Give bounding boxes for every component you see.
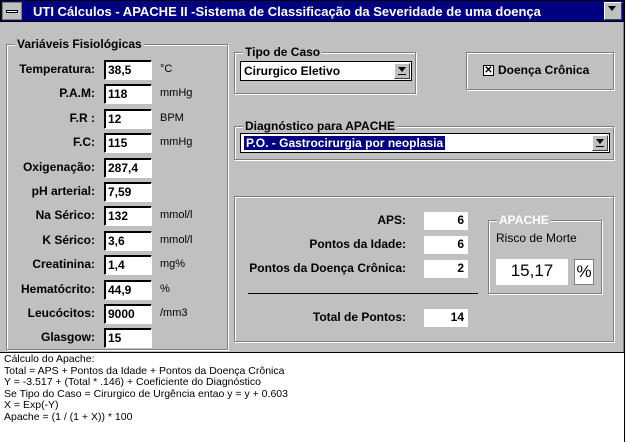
window-title: UTI Cálculos - APACHE II -Sistema de Classificação da Severidade de uma doença xyxy=(33,4,541,19)
vital-label: F.C: xyxy=(73,135,95,149)
system-menu-icon xyxy=(6,10,18,13)
diagnosis-dropdown-button[interactable] xyxy=(592,135,608,151)
chronic-points-value: 2 xyxy=(424,260,468,278)
vital-unit: % xyxy=(160,283,170,295)
total-points-label: Total de Pontos: xyxy=(312,310,406,324)
chevron-down-icon xyxy=(596,139,604,144)
vital-unit: /mm3 xyxy=(160,307,188,319)
vital-unit: mg% xyxy=(160,258,186,270)
vital-input[interactable]: 132 xyxy=(104,206,152,226)
vital-unit: BPM xyxy=(160,112,184,124)
formula-line: X = Exp(-Y) xyxy=(4,399,59,411)
diagnosis-group-label: Diagnóstico para APACHE xyxy=(245,119,396,133)
formula-line: Apache = (1 / (1 + X)) * 100 xyxy=(4,410,133,423)
vital-label: Hematócrito: xyxy=(20,282,95,296)
formula-line: Se Tipo do Caso = Cirurgico de Urgência entao y = y + 0.603 xyxy=(4,387,288,400)
formula-textarea[interactable] xyxy=(0,352,624,442)
risk-value: 15,17 xyxy=(496,259,568,285)
vital-input[interactable]: 15 xyxy=(104,328,152,348)
vital-label: Glasgow: xyxy=(40,330,95,344)
vital-unit: mmHg xyxy=(160,87,193,99)
formula-line: Y = -3.517 + (Total * .146) + Coeficiente do Diagnóstico xyxy=(4,376,261,388)
vital-label: Oxigenação: xyxy=(22,160,95,174)
formula-line: Total = APS + Pontos da Idade + Pontos da Doença Crônica xyxy=(4,364,285,377)
vital-label: F.R : xyxy=(69,111,95,125)
vital-input[interactable]: 3,6 xyxy=(104,231,152,251)
chronic-checkbox[interactable]: ✕ xyxy=(484,65,493,76)
vital-label: pH arterial: xyxy=(31,184,95,198)
aps-value: 6 xyxy=(424,212,468,230)
vital-unit: °C xyxy=(160,63,173,75)
chronic-label[interactable]: Doença Crônica xyxy=(498,63,590,77)
age-points-label: Pontos da Idade: xyxy=(309,237,406,251)
right-edge-strip xyxy=(624,0,640,442)
window-dropdown-button[interactable] xyxy=(604,2,622,20)
formula-line: Cálculo do Apache: xyxy=(4,353,95,365)
vital-label: P.A.M: xyxy=(59,86,95,100)
diagnosis-value: P.O. - Gastrocirurgia por neoplasia xyxy=(246,136,444,150)
vital-label: Creatinina: xyxy=(32,257,95,271)
vital-input[interactable]: 7,59 xyxy=(104,182,152,202)
vitals-group-label: Variáveis Fisiológicas xyxy=(17,37,142,51)
aps-label: APS: xyxy=(377,213,406,227)
vital-input[interactable]: 287,4 xyxy=(104,158,152,178)
vital-label: Na Sérico: xyxy=(35,208,95,222)
scores-divider xyxy=(248,293,478,294)
diagnosis-select[interactable] xyxy=(240,133,610,153)
case-type-dropdown-button[interactable] xyxy=(394,63,410,79)
title-bar xyxy=(0,0,624,22)
case-type-value: Cirurgico Eletivo xyxy=(244,64,341,78)
chevron-down-icon xyxy=(608,6,616,11)
vital-label: Temperatura: xyxy=(19,62,95,76)
age-points-value: 6 xyxy=(424,236,468,254)
vital-unit: mmol/l xyxy=(160,209,193,221)
vital-unit: mmHg xyxy=(160,136,193,148)
vital-input[interactable]: 118 xyxy=(104,84,152,104)
vital-input[interactable]: 38,5 xyxy=(104,60,152,80)
vital-input[interactable]: 115 xyxy=(104,133,152,153)
vital-unit: mmol/l xyxy=(160,234,193,246)
case-type-select[interactable] xyxy=(240,61,412,81)
apache-group-label: APACHE xyxy=(499,213,549,227)
case-type-label: Tipo de Caso xyxy=(245,45,321,59)
chronic-points-label: Pontos da Doença Crônica: xyxy=(249,261,406,275)
vital-label: Leucócitos: xyxy=(27,306,95,320)
vital-input[interactable]: 9000 xyxy=(104,304,152,324)
chevron-down-icon xyxy=(398,67,406,72)
vital-input[interactable]: 12 xyxy=(104,109,152,129)
vital-input[interactable]: 1,4 xyxy=(104,255,152,275)
risk-unit: % xyxy=(574,259,594,285)
system-menu-button[interactable] xyxy=(2,2,22,20)
risk-label: Risco de Morte xyxy=(496,231,577,245)
total-points-value: 14 xyxy=(424,309,468,327)
vital-input[interactable]: 44,9 xyxy=(104,280,152,300)
vital-label: K Sérico: xyxy=(42,233,95,247)
